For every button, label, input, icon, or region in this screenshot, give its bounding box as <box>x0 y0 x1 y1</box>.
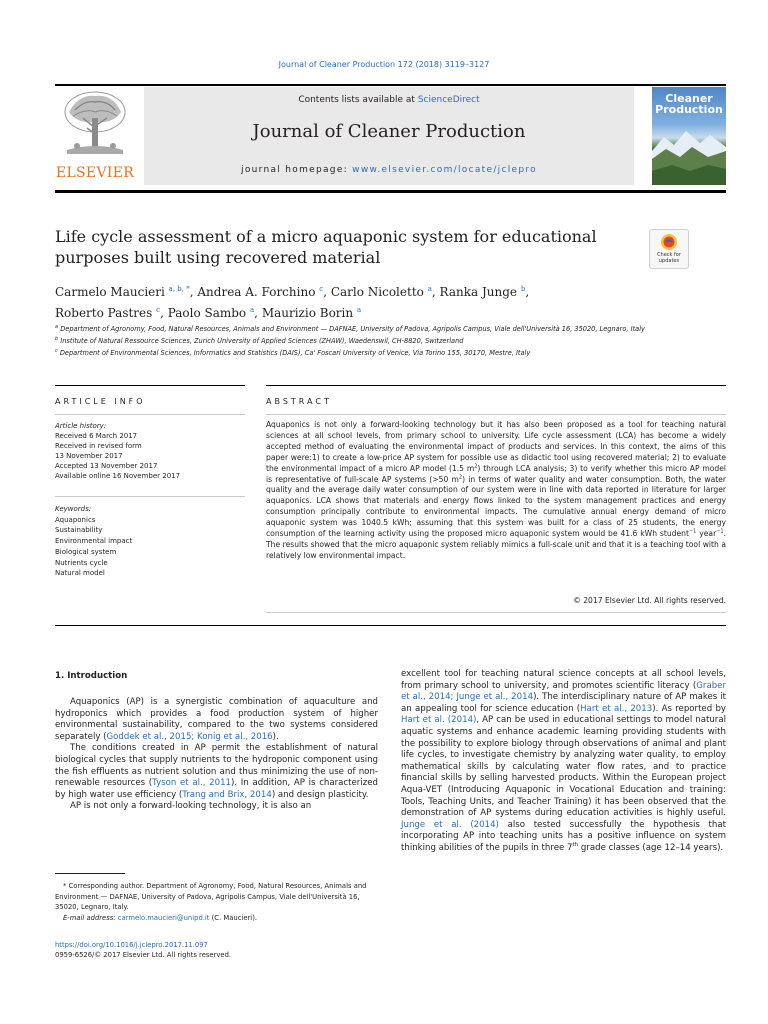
affiliation-mark: a <box>55 324 59 330</box>
article-info-heading-rule <box>55 414 245 415</box>
article-info-rule <box>55 385 245 386</box>
author[interactable] <box>55 285 197 299</box>
author-separator: , <box>431 285 440 299</box>
affiliation-text: Department of Environmental Sciences, Informatics and Statistics (DAIS), Ca' Foscari University of Venice, Via Torino 155, 30170, Mestre, Italy <box>59 349 531 358</box>
author-affiliation-marks[interactable]: a, b, * <box>168 285 190 293</box>
cover-title-line2: Production <box>655 103 723 116</box>
introduction-heading: 1. Introduction <box>55 671 128 681</box>
affiliation <box>55 334 705 346</box>
contents-line <box>144 95 634 105</box>
reference-link[interactable]: Graber et al., 2014; Junge et al., 2014 <box>401 680 726 703</box>
text-run: excellent tool for teaching natural science concepts at all school levels, from primary school to university, and promotes scientific literacy ( <box>401 669 726 691</box>
issn-line: 0959-6526/© 2017 Elsevier Ltd. All rights reserved. <box>55 951 232 959</box>
keyword: Aquaponics <box>55 515 96 524</box>
author[interactable] <box>197 285 330 299</box>
elsevier-wordmark: ELSEVIER <box>55 165 135 181</box>
journal-homepage-line <box>144 165 634 175</box>
footnote-email-line <box>55 913 378 924</box>
abstract-superscript: 2 <box>458 474 463 480</box>
history-item: Received in revised form <box>55 442 142 450</box>
email-suffix: (C. Maucieri). <box>209 913 258 922</box>
author-affiliation-marks[interactable]: b <box>520 285 526 293</box>
cover-title <box>652 93 726 115</box>
front-matter-bottom-rule <box>55 625 726 626</box>
reference-link[interactable]: Tyson et al., 2011 <box>152 778 232 789</box>
sciencedirect-link[interactable]: ScienceDirect <box>417 95 480 105</box>
abstract-heading: ABSTRACT <box>266 397 332 406</box>
author[interactable] <box>55 306 168 320</box>
history-item: Received 6 March 2017 <box>55 432 138 440</box>
header-bottom-rule <box>55 190 726 193</box>
abstract-text <box>266 420 726 562</box>
abstract-superscript: 2 <box>474 463 478 470</box>
text-run: ). <box>272 731 279 742</box>
journal-homepage-link[interactable]: www.elsevier.com/locate/jclepro <box>352 165 537 175</box>
text-run: also tested successfully the hypothesis that incorporating AP into teaching units has a positive influence on system thinking abilities of the pupils in three 7 <box>401 819 726 853</box>
doi-link[interactable]: https://doi.org/10.1016/j.jclepro.2017.11.097 <box>55 941 208 949</box>
text-run: The conditions created in AP permit the establishment of natural biological cycles that supply nutrients to the hydroponic component using the fish effluents as nutrient solution and thus minimizing the use of non-renewable resources ( <box>55 743 378 789</box>
abstract-superscript: −1 <box>688 528 697 535</box>
introduction-right-column <box>401 669 726 855</box>
doi-block <box>55 940 378 960</box>
author-separator: , <box>254 306 262 320</box>
keywords-label: Keywords: <box>55 505 92 513</box>
text-run: ). In addition, AP is characterized by high water use efficiency ( <box>55 778 378 800</box>
author-separator: , <box>323 285 331 299</box>
cover-title-line1: Cleaner <box>665 92 713 105</box>
abstract-bottom-rule <box>266 612 726 613</box>
abstract-text-part: ) in terms of water quality and water consumption. Both, the water quality and the average daily water consumption of our system were in line with data reported in literature for larger aquaponics. LCA shows that materials and energy flows linked to the system management practices and energy consumption principally contribute to environmental impacts. The cumulative annual energy demand of micro aquaponic system was 1040.5 kWh; assuming that this system was built for a class of 25 students, the energy consumption of the learning activity using the proposed micro aquaponic system would be 41.6 kWh student <box>266 474 727 539</box>
keywords-divider <box>55 496 245 497</box>
keyword: Environmental impact <box>55 537 133 546</box>
abstract-rule <box>266 385 726 386</box>
paragraph <box>55 743 378 801</box>
check-updates-line1: Check for <box>657 252 681 258</box>
keywords <box>55 504 245 579</box>
check-for-updates-button[interactable] <box>649 229 689 269</box>
author-name: Ranka Junge <box>439 285 518 299</box>
affiliation-text: Institute of Natural Ressource Sciences, Zurich University of Applied Sciences (ZHAW), Waedenswil, CH-8820, Switzerland <box>60 337 464 346</box>
superscript: th <box>572 842 579 849</box>
affiliation-mark: c <box>55 348 58 355</box>
author-name: Carmelo Maucieri <box>55 285 165 299</box>
text-run: ). As reported by <box>652 703 726 714</box>
history-item: Accepted 13 November 2017 <box>55 462 158 470</box>
journal-header-box <box>144 87 634 185</box>
journal-cover-image[interactable] <box>652 87 726 185</box>
text-run: , AP can be used in educational settings to model natural aquatic systems and enhance academic learning providing students with the possibility to explore biology through observations of animal and plant life cycles, to investigate chemistry by analyzing water quality, to employ mathematical skills by calculating water flow rates, and to practice financial skills by selling harvested products. Within the European project Aqua-VET (Introducing Aquaponic in Vocational Education and training: Tools, Teaching Units, and Teacher Training) it has been observed that the demonstration of AP systems during education activities is highly useful. <box>401 715 726 819</box>
author-name: Maurizio Borin <box>261 306 354 320</box>
abstract-heading-rule <box>266 414 726 415</box>
cover-landscape <box>652 131 726 185</box>
author[interactable] <box>168 306 262 320</box>
author-name: Andrea A. Forchino <box>197 285 316 299</box>
author[interactable] <box>440 285 530 299</box>
contents-prefix: Contents lists available at <box>298 95 418 105</box>
abstract-superscript: −1 <box>716 528 724 535</box>
author-affiliation-marks[interactable]: c <box>319 285 324 293</box>
article-history <box>55 421 245 481</box>
author-email-link[interactable]: carmelo.maucieri@unipd.it <box>117 913 210 922</box>
footnote-rule <box>55 873 125 874</box>
corresponding-author-footnote <box>55 881 378 923</box>
affiliation-text: Department of Agronomy, Food, Natural Resources, Animals and Environment — DAFNAE, University of Padova, Agripolis Campus, Viale dell'Università 16, 35020, Legnaro, Italy <box>60 325 645 334</box>
paragraph: AP is not only a forward-looking technology, it is also an <box>70 801 312 812</box>
text-run: grade classes (age 12–14 years). <box>578 842 724 853</box>
author-affiliation-marks[interactable]: c <box>156 306 161 314</box>
history-item: Available online 16 November 2017 <box>55 472 181 480</box>
text-run: ) and design plasticity. <box>271 789 369 800</box>
check-updates-line2: updates <box>658 258 680 264</box>
header-top-rule <box>55 84 726 86</box>
author[interactable] <box>331 285 440 299</box>
journal-citation[interactable]: Journal of Cleaner Production 172 (2018) 3119–3127 <box>278 60 490 69</box>
author-separator: , <box>160 306 168 320</box>
abstract-text-part: . The results showed that the micro aquaponic system reliably mimics a full-scale unit and that it is a teaching tool with a relatively low environmental impact. <box>266 529 726 560</box>
homepage-prefix: journal homepage: <box>241 165 353 175</box>
affiliation-mark: b <box>55 336 59 343</box>
abstract-text-part: ) through LCA analysis; 3) to verify whether this micro AP model is representative of full-scale AP systems (>50 m <box>266 463 726 484</box>
affiliation-list <box>55 322 705 359</box>
author-separator: , <box>525 285 530 299</box>
check-for-updates-icon <box>660 233 678 251</box>
author-separator: , <box>189 285 198 299</box>
keyword: Natural model <box>55 569 105 578</box>
introduction-left-column <box>55 697 378 813</box>
reference-link[interactable]: Hart et al., 2013 <box>580 703 653 714</box>
affiliation <box>55 322 705 334</box>
reference-link[interactable]: Goddek et al., 2015; Konig et al., 2016 <box>106 731 273 742</box>
text-run: Aquaponics (AP) is a synergistic combination of aquaculture and hydroponics which provides a food production system of higher environmental sustainability, compared to the two systems considered separately ( <box>55 697 378 742</box>
email-label: E-mail address: <box>63 913 118 922</box>
text-run: ). The interdisciplinary nature of AP makes it an appealing tool for science education ( <box>401 692 726 714</box>
elsevier-logo[interactable] <box>55 88 135 184</box>
article-info-heading: ARTICLE INFO <box>55 397 146 406</box>
article-title: Life cycle assessment of a micro aquaponic system for educational purposes built using recovered material <box>55 227 597 267</box>
author-name: Carlo Nicoletto <box>330 285 424 299</box>
keyword: Nutrients cycle <box>55 558 108 567</box>
reference-link[interactable]: Junge et al. (2014) <box>401 819 499 830</box>
paragraph <box>55 697 378 743</box>
history-label: Article history: <box>55 422 107 430</box>
keyword: Sustainability <box>55 526 103 535</box>
author-affiliation-marks[interactable]: a <box>249 306 255 314</box>
keyword: Biological system <box>55 547 117 556</box>
abstract-text-part: Aquaponics is not only a forward-looking technology but it has also been proposed as a tool for teaching natural sciences at all school levels, from primary school to university. Life cycle assessment (LCA) has become a widely accepted method of evaluating the environmental impact of products and services. In this context, the aims of this paper were:1) to create a low-price AP system for possible use as didactic tool using recovered material; 2) to evaluate the environmental impact of a micro AP model (1.5 m <box>266 420 726 473</box>
author-list <box>55 280 615 322</box>
reference-link[interactable]: Hart et al. (2014) <box>401 715 477 726</box>
elsevier-tree-icon <box>59 88 131 158</box>
author[interactable] <box>262 306 361 320</box>
history-item: 13 November 2017 <box>55 452 123 460</box>
author-affiliation-marks[interactable]: a <box>427 285 432 293</box>
footnote-text: * Corresponding author. Department of Agronomy, Food, Natural Resources, Animals and Environment — DAFNAE, University of Padova, Agripolis Campus, Viale dell'Università 16, 35020, Legnaro, Italy. <box>55 882 367 911</box>
abstract-copyright: © 2017 Elsevier Ltd. All rights reserved. <box>573 596 726 605</box>
abstract-text-part: year <box>696 529 717 539</box>
journal-title[interactable]: Journal of Cleaner Production <box>252 121 526 142</box>
author-affiliation-marks[interactable]: a <box>356 306 362 314</box>
reference-link[interactable]: Trang and Brix, 2014 <box>182 789 272 800</box>
author-name: Roberto Pastres <box>55 306 153 320</box>
affiliation <box>55 346 705 358</box>
author-name: Paolo Sambo <box>167 306 247 320</box>
